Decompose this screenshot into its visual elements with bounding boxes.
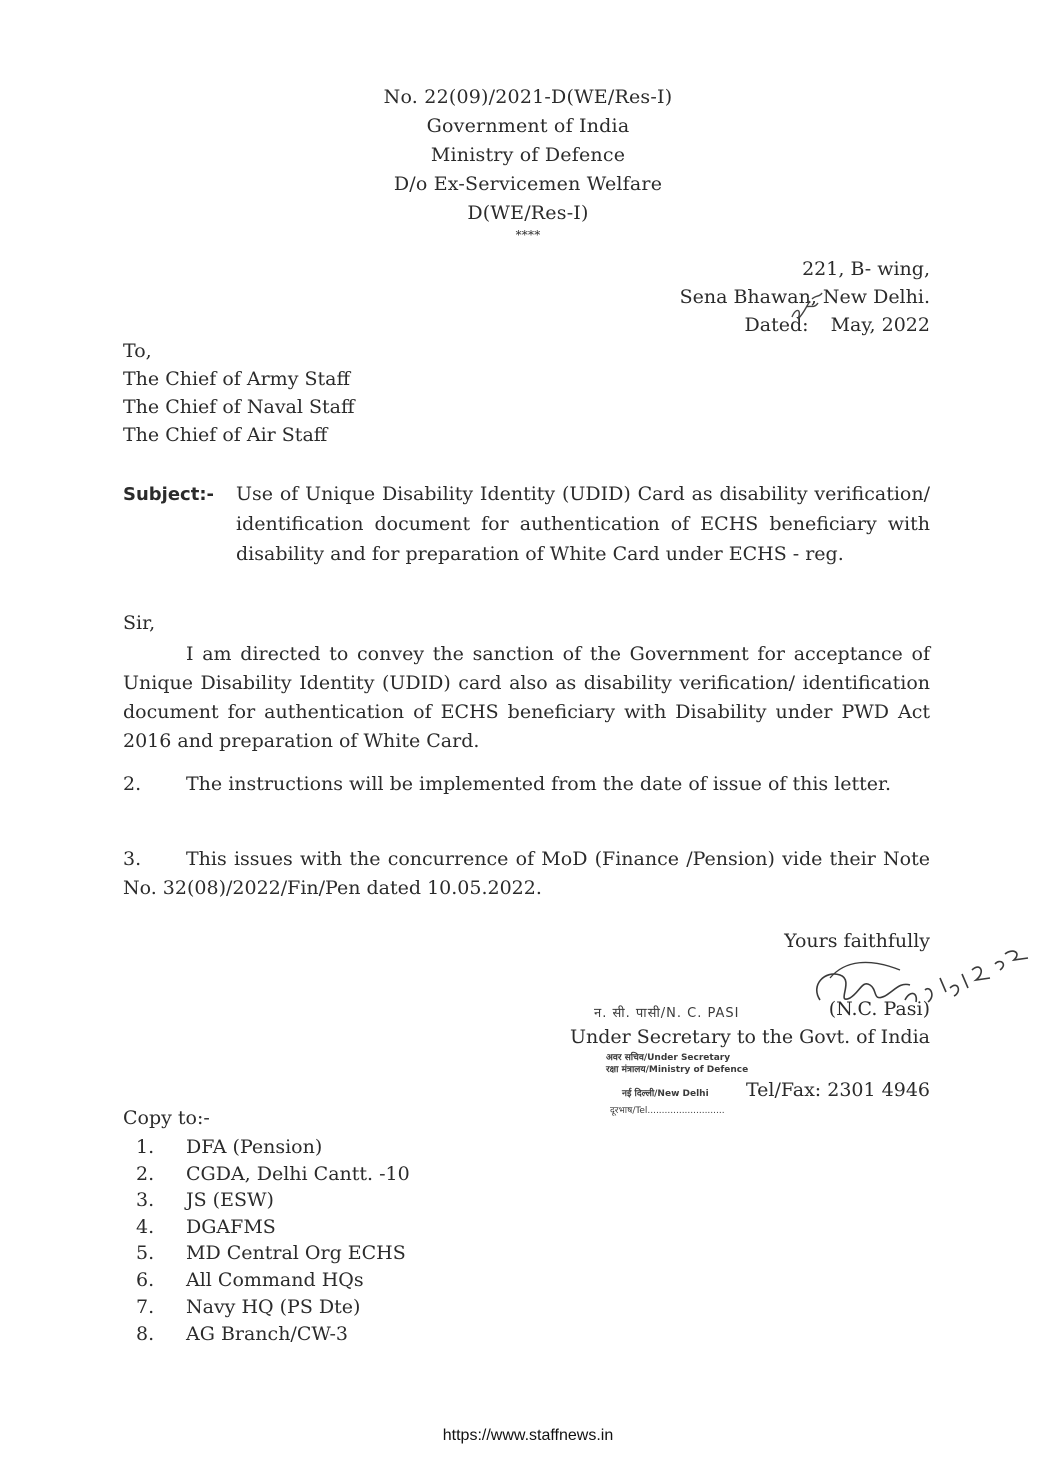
body-paragraph-2: [123, 770, 930, 799]
copy-to-item: 7. Navy HQ (PS Dte): [136, 1296, 361, 1318]
dated-line: [745, 314, 930, 336]
copy-to-item: 4. DGAFMS: [136, 1216, 276, 1238]
copy-to-item: 5. MD Central Org ECHS: [136, 1242, 406, 1264]
recipient-navy: The Chief of Naval Staff: [123, 396, 355, 418]
to-label: To,: [123, 340, 152, 362]
copy-to-item: 2. CGDA, Delhi Cantt. -10: [136, 1163, 410, 1185]
recipient-air: The Chief of Air Staff: [123, 424, 328, 446]
footer-url[interactable]: https://www.staffnews.in: [442, 1427, 614, 1444]
subject-label: Subject:-: [123, 484, 214, 505]
copy-to-item: 8. AG Branch/CW-3: [136, 1323, 349, 1345]
subject-text: Use of Unique Disability Identity (UDID) Card as disability verification/ identification document for authentication of ECHS beneficiary with disability and for preparation of White Card under ECHS - reg.: [236, 483, 930, 565]
file-number: No. 22(09)/2021-D(WE/Res-I): [383, 86, 673, 108]
header-stars: ****: [515, 228, 541, 242]
stamp-designation: अवर सचिव/Under Secretary: [606, 1053, 731, 1063]
salutation: Sir,: [123, 612, 156, 634]
paragraph-3-text: This issues with the concurrence of MoD (Finance /Pension) vide their Note No. 32(08)/2022/Fin/Pen dated 10.05.2022.: [123, 848, 930, 899]
address-line-2: Sena Bhawan, New Delhi.: [679, 286, 930, 308]
body-paragraph-1: I am directed to convey the sanction of the Government for acceptance of Unique Disability Identity (UDID) card also as disability verification/ identification document for authentication of ECHS beneficiary with Disability under PWD Act 2016 and preparation of White Card.: [123, 643, 930, 752]
body-paragraph-3: [123, 845, 930, 903]
recipient-army: The Chief of Army Staff: [123, 368, 350, 390]
copy-to-label: Copy to:-: [123, 1107, 210, 1129]
government-title: Government of India: [426, 115, 630, 137]
stamp-phone: दूरभाष/Tel...........................: [610, 1106, 725, 1116]
copy-to-item: 3. JS (ESW): [136, 1189, 274, 1211]
paragraph-3-number: 3.: [123, 848, 142, 870]
yours-faithfully: Yours faithfully: [784, 930, 930, 952]
section-title: D(WE/Res-I): [467, 202, 589, 224]
signatory-designation: Under Secretary to the Govt. of India: [570, 1026, 930, 1048]
paragraph-2-number: 2.: [123, 773, 142, 795]
department-title: D/o Ex-Servicemen Welfare: [393, 173, 663, 195]
stamp-name: न. सी. पासी/N. C. PASI: [594, 1006, 740, 1021]
stamp-ministry: रक्षा मंत्रालय/Ministry of Defence: [606, 1065, 749, 1075]
signatory-tel: Tel/Fax: 2301 4946: [745, 1079, 930, 1101]
dated-label: Dated:: [744, 314, 809, 336]
date-handwriting: [788, 287, 828, 327]
paragraph-2-text: The instructions will be implemented from the date of issue of this letter.: [186, 773, 892, 795]
signatory-name: (N.C. Pasi): [828, 998, 930, 1020]
ministry-title: Ministry of Defence: [430, 144, 626, 166]
copy-to-item: 1. DFA (Pension): [136, 1136, 323, 1158]
stamp-city: नई दिल्ली/New Delhi: [622, 1089, 709, 1099]
address-line-1: 221, B- wing,: [802, 258, 930, 280]
dated-value: May, 2022: [830, 314, 930, 336]
copy-to-item: 6. All Command HQs: [136, 1269, 364, 1291]
